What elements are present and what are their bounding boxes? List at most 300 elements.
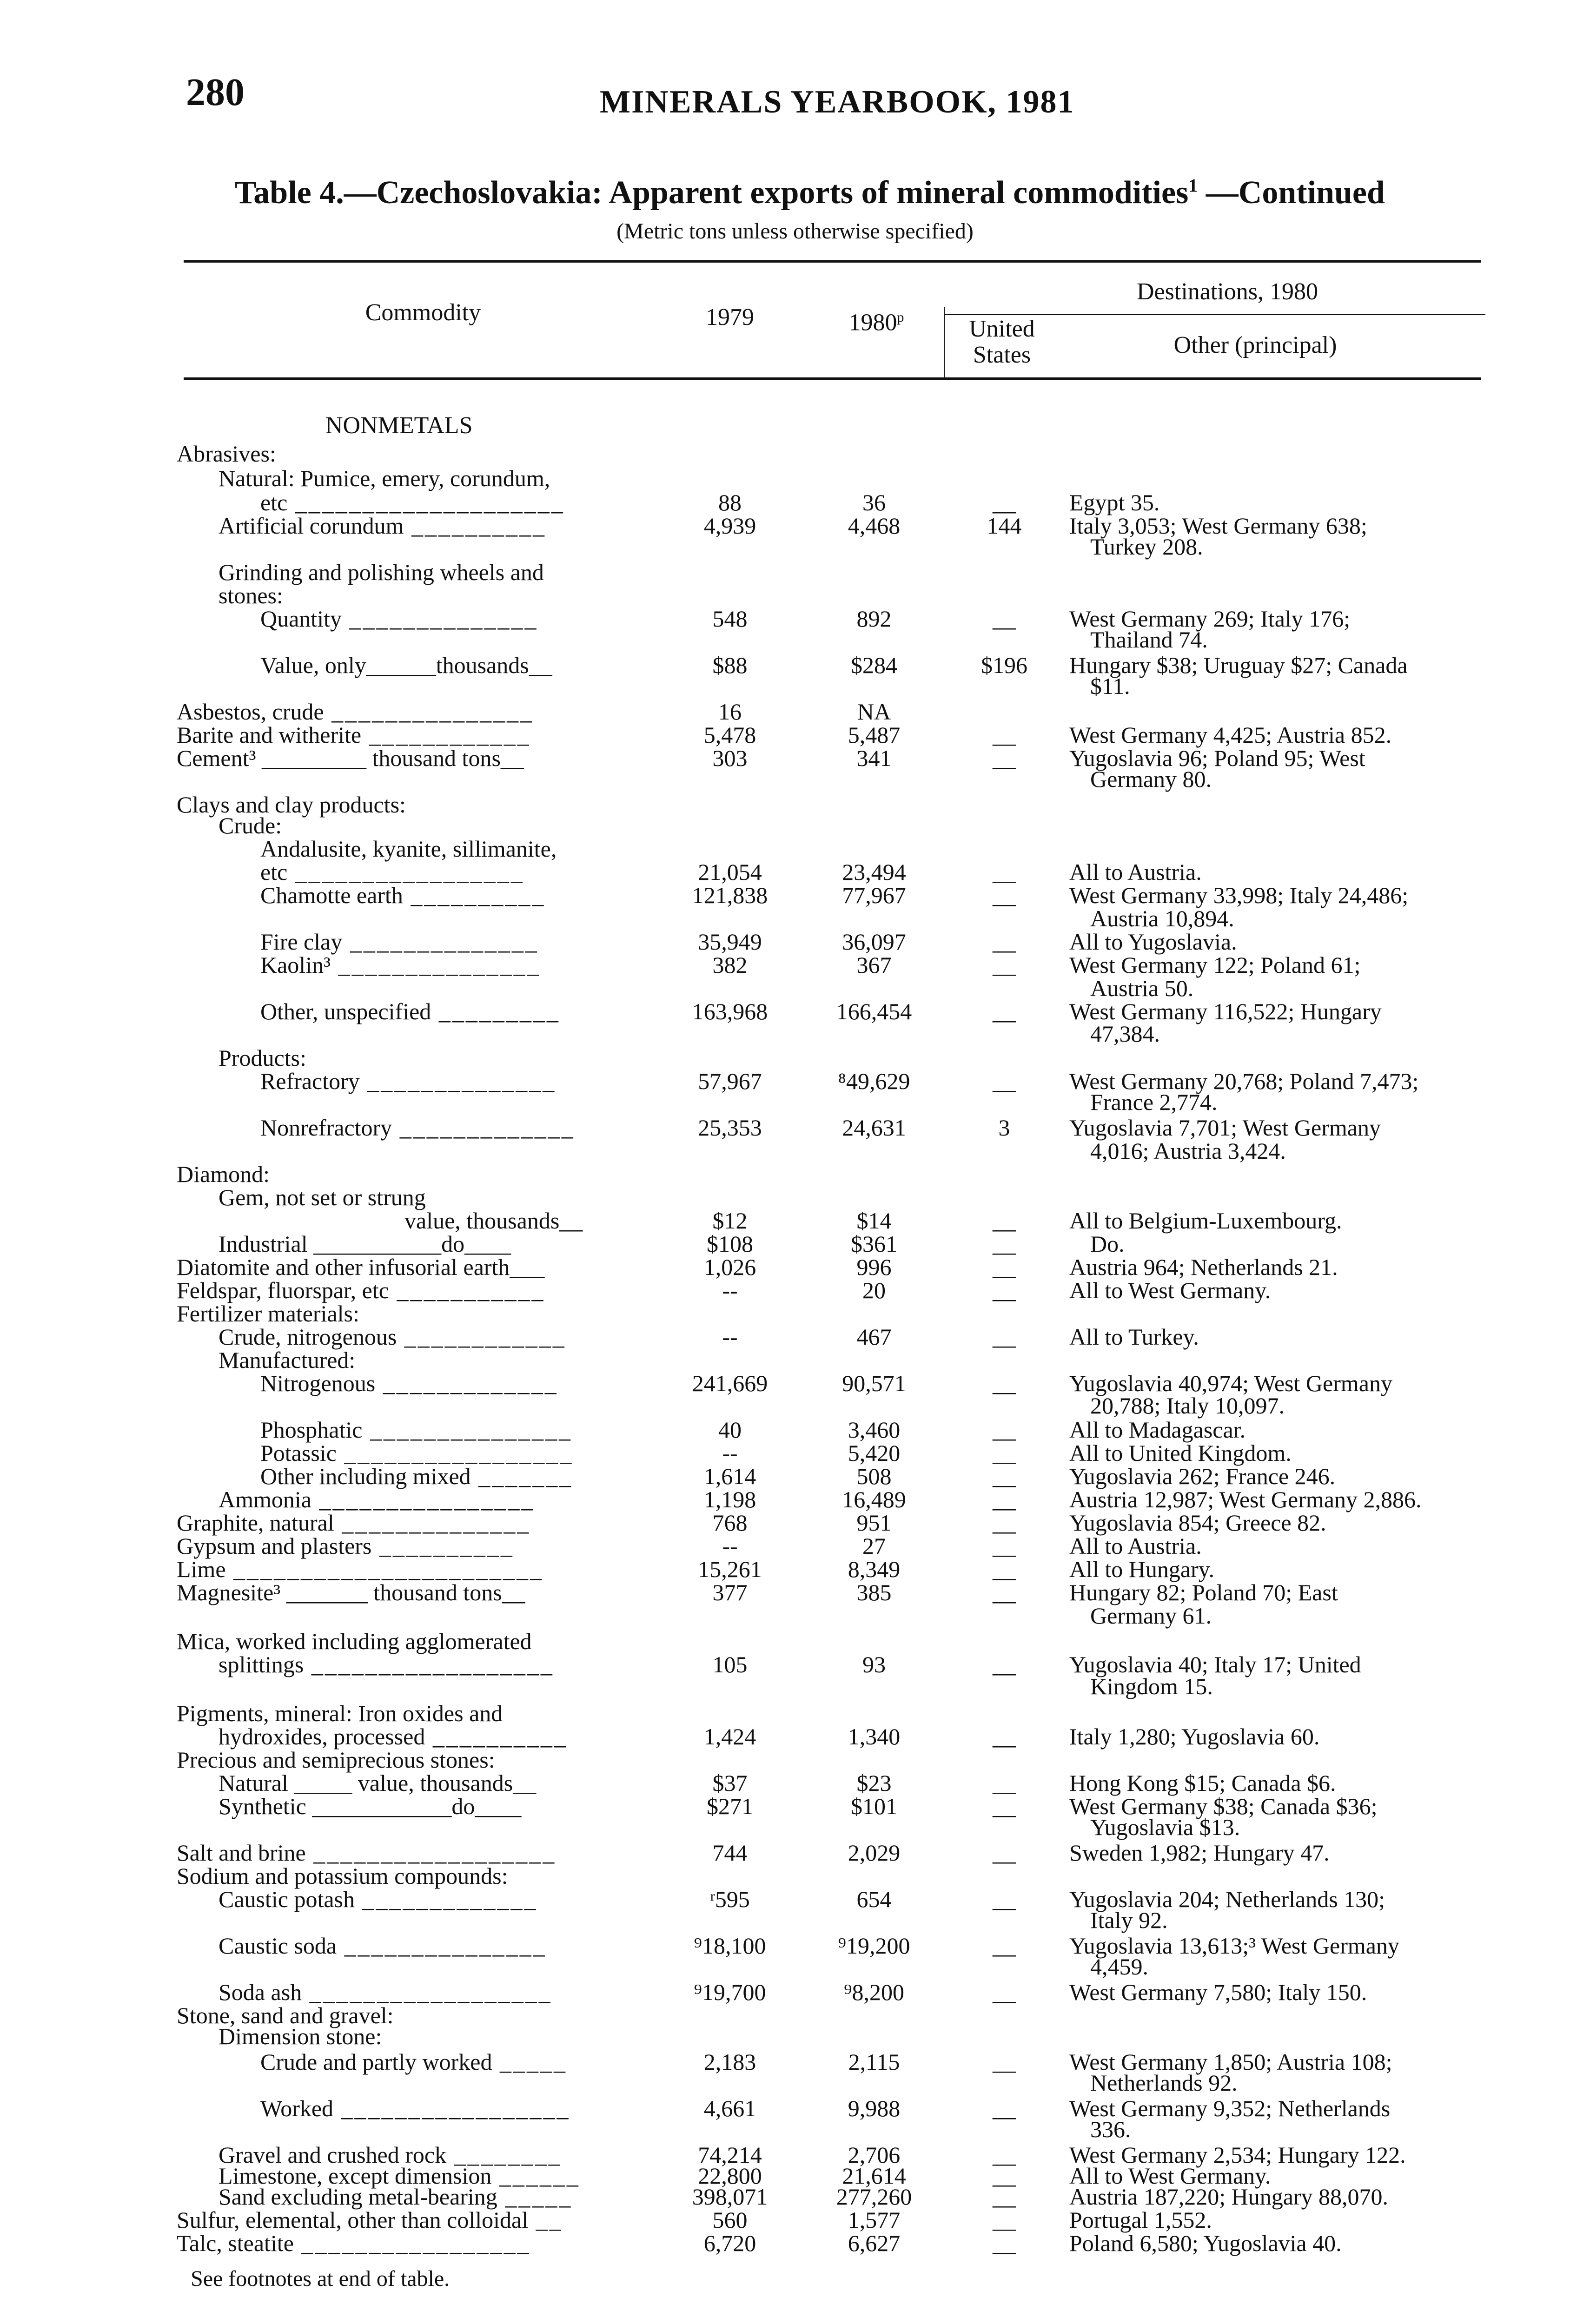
cell-other-principal: Germany 61. (1090, 1603, 1212, 1629)
cell-other-principal: Hong Kong $15; Canada $6. (1069, 1770, 1336, 1796)
row-label: Diatomite and other infusorial earth___ (177, 1254, 545, 1280)
header-top-rule (184, 260, 1481, 263)
cell-other-principal: West Germany 4,425; Austria 852. (1069, 722, 1392, 748)
cell-united-states: __ (993, 1770, 1016, 1796)
col-1980-sup: p (897, 310, 904, 325)
cell-united-states: 3 (998, 1115, 1010, 1141)
col-commodity: Commodity (365, 299, 481, 326)
row-label: Abrasives: (177, 441, 276, 467)
row-label: Other, unspecified _________ (260, 998, 560, 1024)
cell-1979: 2,183 (703, 2049, 756, 2075)
cell-1980: 3,460 (848, 1417, 901, 1443)
row-label: Gypsum and plasters __________ (177, 1533, 514, 1559)
cell-united-states: __ (993, 1510, 1016, 1536)
cell-1979: 1,198 (703, 1486, 756, 1512)
cell-other-principal: Austria 50. (1090, 975, 1194, 1001)
cell-other-principal: Yugoslavia $13. (1090, 1814, 1240, 1840)
cell-1980: 93 (862, 1651, 886, 1677)
row-label: Feldspar, fluorspar, etc ___________ (177, 1277, 545, 1303)
cell-united-states: __ (993, 1440, 1016, 1466)
cell-1980: 467 (856, 1324, 892, 1350)
cell-other-principal: West Germany 269; Italy 176; (1069, 606, 1351, 632)
cell-1979: 121,838 (692, 882, 768, 908)
row-label: Natural _____ value, thousands__ (219, 1770, 537, 1796)
cell-1980: 8,349 (848, 1556, 901, 1582)
cell-other-principal: West Germany 7,580; Italy 150. (1069, 1979, 1367, 2005)
row-label: Nonrefractory _____________ (260, 1115, 575, 1141)
cell-1979: 105 (712, 1651, 748, 1677)
row-label: Chamotte earth __________ (260, 882, 546, 908)
row-leader: ____________________ (287, 489, 565, 515)
cell-united-states: $196 (981, 652, 1027, 678)
cell-other-principal: Yugoslavia 7,701; West Germany (1069, 1115, 1381, 1141)
row-leader: _______________ (337, 1933, 547, 1959)
cell-1980: 36 (862, 489, 886, 515)
cell-1979: 6,720 (703, 2230, 756, 2256)
cell-other-principal: Germany 80. (1090, 766, 1212, 792)
cell-other-principal: Yugoslavia 40; Italy 17; United (1069, 1651, 1361, 1677)
row-leader: _________________ (293, 2230, 531, 2256)
cell-1979: 1,026 (703, 1254, 756, 1280)
cell-1980: $14 (856, 1208, 892, 1234)
row-label: Asbestos, crude _______________ (177, 699, 534, 725)
table-title (235, 174, 1385, 211)
cell-other-principal: Yugoslavia 854; Greece 82. (1069, 1510, 1326, 1536)
cell-united-states: __ (993, 952, 1016, 978)
row-label: Soda ash __________________ (219, 1979, 552, 2005)
row-label: Sodium and potassium compounds: (177, 1863, 508, 1889)
cell-1979: -- (722, 1440, 738, 1466)
cell-1980: 277,260 (836, 2184, 912, 2210)
row-label: Lime _______________________ (177, 1556, 544, 1582)
row-label: Products: (219, 1045, 306, 1071)
cell-1979: $108 (707, 1231, 753, 1257)
cell-1979: 74,214 (698, 2142, 762, 2168)
row-label: Artificial corundum __________ (219, 513, 546, 539)
cell-other-principal: All to Turkey. (1069, 1324, 1199, 1350)
cell-1979: 548 (712, 606, 748, 632)
row-label: Precious and semiprecious stones: (177, 1747, 495, 1773)
cell-united-states: __ (993, 2207, 1016, 2233)
cell-other-principal: 47,384. (1090, 1021, 1160, 1047)
cell-united-states: __ (993, 1208, 1016, 1234)
cell-united-states: __ (993, 606, 1016, 632)
cell-1979: ʳ595 (710, 1886, 750, 1912)
cell-united-states: __ (993, 2049, 1016, 2075)
cell-1980: 5,420 (848, 1440, 901, 1466)
cell-1980: 27 (862, 1533, 886, 1559)
cell-1980: ⁸49,629 (838, 1068, 910, 1094)
row-leader: _________________ (287, 859, 524, 885)
row-label: Potassic _________________ (260, 1440, 574, 1466)
cell-1979: $12 (712, 1208, 748, 1234)
row-label: Fire clay ______________ (260, 929, 539, 955)
cell-other-principal: Sweden 1,982; Hungary 47. (1069, 1840, 1330, 1866)
row-leader: _____________ (392, 1115, 575, 1141)
row-leader: __________________ (302, 1979, 552, 2005)
row-leader: __________________ (305, 1840, 556, 1866)
row-leader: _____________ (375, 1370, 558, 1396)
cell-united-states: __ (993, 1254, 1016, 1280)
row-label: splittings __________________ (219, 1651, 554, 1677)
row-label: Natural: Pumice, emery, corundum, (219, 465, 550, 491)
cell-1980: 16,489 (842, 1486, 906, 1512)
cell-other-principal: Do. (1090, 1231, 1125, 1257)
row-label: Ammonia ________________ (219, 1486, 535, 1512)
cell-1979: $37 (712, 1770, 748, 1796)
cell-other-principal: All to Hungary. (1069, 1556, 1214, 1582)
row-label: Other including mixed _______ (260, 1463, 573, 1489)
cell-1980: ⁹8,200 (844, 1979, 904, 2005)
cell-other-principal: West Germany 116,522; Hungary (1069, 998, 1382, 1024)
cell-1980: 996 (856, 1254, 892, 1280)
row-label: Refractory ______________ (260, 1068, 556, 1094)
cell-united-states: __ (993, 2163, 1016, 2189)
row-leader: _______________________ (225, 1556, 544, 1582)
cell-other-principal: Thailand 74. (1090, 627, 1208, 653)
row-label: Cement³ _________ thousand tons__ (177, 745, 524, 771)
row-leader: ______________ (342, 929, 539, 955)
cell-1980: 2,029 (848, 1840, 901, 1866)
cell-other-principal: Austria 964; Netherlands 21. (1069, 1254, 1338, 1280)
cell-other-principal: Hungary $38; Uruguay $27; Canada (1069, 652, 1408, 678)
row-leader: ________ (446, 2142, 562, 2168)
cell-1980: 892 (856, 606, 892, 632)
row-label: Fertilizer materials: (177, 1301, 359, 1327)
cell-1980: 2,115 (848, 2049, 900, 2075)
row-label: Caustic soda _______________ (219, 1933, 547, 1959)
row-leader: ______________ (334, 1510, 531, 1536)
table-title-suffix: —Continued (1206, 175, 1385, 211)
col-1980 (835, 304, 918, 336)
row-leader: _______________ (362, 1417, 572, 1443)
cell-1980: 23,494 (842, 859, 906, 885)
cell-other-principal: Egypt 35. (1069, 489, 1160, 515)
cell-1979: -- (722, 1324, 738, 1350)
cell-1980: 166,454 (836, 998, 912, 1024)
cell-other-principal: All to West Germany. (1069, 1277, 1271, 1303)
row-leader: __________ (371, 1533, 514, 1559)
cell-united-states: __ (993, 998, 1016, 1024)
row-label: Mica, worked including agglomerated (177, 1628, 532, 1654)
cell-1980: 951 (856, 1510, 892, 1536)
cell-1979: 21,054 (698, 859, 762, 885)
cell-other-principal: Yugoslavia 40,974; West Germany (1069, 1370, 1392, 1396)
cell-other-principal: All to West Germany. (1069, 2163, 1271, 2189)
row-leader: __________ (425, 1723, 568, 1750)
cell-1979: 22,800 (698, 2163, 762, 2189)
cell-other-principal: Italy 3,053; West Germany 638; (1069, 513, 1367, 539)
row-label: Crude, nitrogenous ____________ (219, 1324, 566, 1350)
cell-1979: 241,669 (692, 1370, 768, 1396)
cell-1980: 20 (862, 1277, 886, 1303)
cell-other-principal: Portugal 1,552. (1069, 2207, 1212, 2233)
cell-united-states: __ (993, 1933, 1016, 1959)
cell-united-states: __ (993, 1486, 1016, 1512)
cell-1979: 377 (712, 1579, 748, 1605)
cell-united-states: __ (993, 2095, 1016, 2121)
destinations-rule (944, 314, 1485, 315)
cell-united-states: __ (993, 929, 1016, 955)
cell-1979: 88 (718, 489, 742, 515)
cell-united-states: __ (993, 2184, 1016, 2210)
cell-1980: $23 (856, 1770, 892, 1796)
row-leader: _________________ (336, 1440, 574, 1466)
row-leader: _________ (431, 998, 560, 1024)
cell-other-principal: West Germany 2,534; Hungary 122. (1069, 2142, 1406, 2168)
cell-1980: 36,097 (842, 929, 906, 955)
row-label: Phosphatic _______________ (260, 1417, 572, 1443)
row-label: Clays and clay products: (177, 792, 406, 818)
row-leader: _____ (492, 2049, 567, 2075)
cell-1979: 303 (712, 745, 748, 771)
row-label: hydroxides, processed __________ (219, 1723, 568, 1750)
row-label: Salt and brine __________________ (177, 1840, 556, 1866)
cell-1980: 1,577 (848, 2207, 901, 2233)
row-label: Manufactured: (219, 1347, 356, 1373)
cell-1979: 768 (712, 1510, 748, 1536)
cell-other-principal: All to Madagascar. (1069, 1417, 1246, 1443)
cell-other-principal: Turkey 208. (1090, 534, 1203, 560)
cell-other-principal: 4,459. (1090, 1954, 1148, 1980)
cell-1979: 40 (718, 1417, 742, 1443)
row-leader: _______________ (331, 952, 541, 978)
cell-1979: 4,939 (703, 513, 756, 539)
row-leader: _________________ (333, 2095, 570, 2121)
cell-united-states: __ (993, 489, 1016, 515)
cell-other-principal: All to Austria. (1069, 859, 1202, 885)
cell-1979: -- (722, 1533, 738, 1559)
table-subtitle: (Metric tons unless otherwise specified) (616, 219, 974, 244)
cell-1979: 744 (712, 1840, 748, 1866)
cell-1980: 1,340 (848, 1723, 901, 1750)
cell-other-principal: West Germany 33,998; Italy 24,486; (1069, 882, 1409, 908)
cell-1979: 4,661 (703, 2095, 756, 2121)
cell-other-principal: Hungary 82; Poland 70; East (1069, 1579, 1338, 1605)
cell-united-states: __ (993, 1370, 1016, 1396)
cell-1979: ⁹19,700 (694, 1979, 766, 2005)
cell-1980: $284 (851, 652, 897, 678)
cell-other-principal: All to Belgium-Luxembourg. (1069, 1208, 1342, 1234)
cell-other-principal: Poland 6,580; Yugoslavia 40. (1069, 2230, 1342, 2256)
cell-other-principal: West Germany 20,768; Poland 7,473; (1069, 1068, 1419, 1094)
row-label: Diamond: (177, 1161, 270, 1187)
cell-1980: 90,571 (842, 1370, 906, 1396)
cell-united-states: __ (993, 2230, 1016, 2256)
cell-united-states: __ (993, 745, 1016, 771)
cell-1979: 25,353 (698, 1115, 762, 1141)
header-bottom-rule (184, 377, 1481, 380)
cell-1980: 24,631 (842, 1115, 906, 1141)
row-label: etc _________________ (260, 859, 524, 885)
cell-united-states: __ (993, 1231, 1016, 1257)
cell-other-principal: West Germany 9,352; Netherlands (1069, 2095, 1391, 2121)
table-title-note: 1 (1188, 175, 1198, 196)
cell-1980: 508 (856, 1463, 892, 1489)
row-leader: _______ (470, 1463, 573, 1489)
cell-united-states: __ (993, 1417, 1016, 1443)
col-destinations: Destinations, 1980 (1137, 278, 1318, 305)
row-leader: __________ (404, 513, 546, 539)
page-number: 280 (186, 71, 245, 114)
row-label: stones: (219, 582, 283, 608)
row-label: Gravel and crushed rock ________ (219, 2142, 562, 2168)
cell-1980: 77,967 (842, 882, 906, 908)
cell-other-principal: Italy 92. (1090, 1907, 1168, 1933)
col-1980-label: 1980 (848, 309, 897, 336)
cell-1979: -- (722, 1277, 738, 1303)
cell-1979: 5,478 (703, 722, 756, 748)
row-label: Value, only______thousands__ (260, 652, 552, 678)
cell-other-principal: All to Austria. (1069, 1533, 1202, 1559)
col-united-states: United States (969, 316, 1035, 368)
row-label: Gem, not set or strung (219, 1184, 426, 1210)
cell-other-principal: France 2,774. (1090, 1089, 1218, 1115)
row-label: Magnesite³ _______ thousand tons__ (177, 1579, 525, 1605)
cell-other-principal: West Germany 122; Poland 61; (1069, 952, 1361, 978)
row-label: Sulfur, elemental, other than colloidal __ (177, 2207, 563, 2233)
cell-1980: 21,614 (842, 2163, 906, 2189)
cell-united-states: 144 (987, 513, 1022, 539)
cell-1979: 163,968 (692, 998, 768, 1024)
row-label: Worked _________________ (260, 2095, 570, 2121)
cell-1979: 560 (712, 2207, 748, 2233)
row-label: Crude and partly worked _____ (260, 2049, 567, 2075)
cell-united-states: __ (993, 1556, 1016, 1582)
cell-1980: ⁹19,200 (838, 1933, 910, 1959)
row-label: Nitrogenous _____________ (260, 1370, 558, 1396)
row-label: etc ____________________ (260, 489, 565, 515)
cell-other-principal: West Germany 1,850; Austria 108; (1069, 2049, 1392, 2075)
cell-other-principal: 20,788; Italy 10,097. (1090, 1393, 1285, 1419)
cell-1979: 57,967 (698, 1068, 762, 1094)
col-1979: 1979 (706, 304, 754, 330)
row-label: Industrial ___________do____ (219, 1231, 511, 1257)
cell-other-principal: 336. (1090, 2116, 1131, 2142)
cell-other-principal: Austria 12,987; West Germany 2,886. (1069, 1486, 1422, 1512)
row-leader: ________________ (311, 1486, 535, 1512)
section-heading: NONMETALS (325, 412, 473, 439)
row-label: Grinding and polishing wheels and (219, 559, 544, 585)
col-other-principal: Other (principal) (1173, 332, 1337, 358)
cell-united-states: __ (993, 1463, 1016, 1489)
cell-other-principal: Yugoslavia 13,613;³ West Germany (1069, 1933, 1399, 1959)
row-label: Synthetic ____________do____ (219, 1793, 522, 1819)
cell-other-principal: 4,016; Austria 3,424. (1090, 1138, 1286, 1164)
cell-other-principal: Netherlands 92. (1090, 2070, 1238, 2096)
cell-other-principal: All to United Kingdom. (1069, 1440, 1292, 1466)
row-label: Caustic potash _____________ (219, 1886, 538, 1912)
row-leader: __________________ (304, 1651, 554, 1677)
cell-united-states: __ (993, 1324, 1016, 1350)
cell-united-states: __ (993, 722, 1016, 748)
us-column-divider (944, 307, 945, 377)
row-leader: ______________ (341, 606, 538, 632)
cell-1980: $361 (851, 1231, 897, 1257)
cell-united-states: __ (993, 1840, 1016, 1866)
cell-1979: 15,261 (698, 1556, 762, 1582)
cell-united-states: __ (993, 1886, 1016, 1912)
cell-1979: 382 (712, 952, 748, 978)
cell-united-states: __ (993, 1277, 1016, 1303)
cell-other-principal: All to Yugoslavia. (1069, 929, 1237, 955)
cell-1979: 16 (718, 699, 742, 725)
cell-united-states: __ (993, 1793, 1016, 1819)
row-label: Crude: (219, 812, 282, 838)
row-leader: _____________ (355, 1886, 538, 1912)
cell-united-states: __ (993, 1068, 1016, 1094)
cell-1980: 5,487 (848, 722, 901, 748)
cell-1979: $88 (712, 652, 748, 678)
cell-1980: 654 (856, 1886, 892, 1912)
table-title-text: Table 4.—Czechoslovakia: Apparent exports of mineral commodities (235, 175, 1189, 211)
cell-1980: $101 (851, 1793, 897, 1819)
cell-other-principal: Kingdom 15. (1090, 1673, 1213, 1699)
row-label: Stone, sand and gravel: (177, 2002, 394, 2028)
cell-united-states: __ (993, 1723, 1016, 1750)
row-label: Barite and witherite ____________ (177, 722, 531, 748)
footnote: See footnotes at end of table. (191, 2266, 450, 2291)
cell-other-principal: Italy 1,280; Yugoslavia 60. (1069, 1723, 1320, 1750)
cell-1980: 367 (856, 952, 892, 978)
row-label: value, thousands__ (404, 1208, 583, 1234)
cell-other-principal: $11. (1090, 673, 1130, 699)
row-label: Graphite, natural ______________ (177, 1510, 531, 1536)
row-label: Pigments, mineral: Iron oxides and (177, 1700, 503, 1726)
cell-united-states: __ (993, 1979, 1016, 2005)
cell-1979: 35,949 (698, 929, 762, 955)
cell-1980: 385 (856, 1579, 892, 1605)
cell-other-principal: Yugoslavia 262; France 246. (1069, 1463, 1336, 1489)
row-label: Quantity ______________ (260, 606, 538, 632)
cell-1979: 1,424 (703, 1723, 756, 1750)
cell-1980: 2,706 (848, 2142, 901, 2168)
row-label: Andalusite, kyanite, sillimanite, (260, 836, 557, 862)
row-leader: ____________ (361, 722, 531, 748)
running-title: MINERALS YEARBOOK, 1981 (600, 84, 1075, 120)
row-label: Limestone, except dimension ______ (219, 2163, 580, 2189)
cell-1980: 9,988 (848, 2095, 901, 2121)
cell-1980: 4,468 (848, 513, 901, 539)
row-label: Sand excluding metal-bearing _____ (219, 2184, 573, 2210)
row-leader: _______________ (324, 699, 534, 725)
row-leader: ____________ (397, 1324, 566, 1350)
cell-united-states: __ (993, 859, 1016, 885)
cell-united-states: __ (993, 1579, 1016, 1605)
row-leader: __ (528, 2207, 563, 2233)
cell-1980: NA (857, 699, 891, 725)
row-leader: ___________ (389, 1277, 545, 1303)
row-leader: __________ (403, 882, 546, 908)
row-leader: ______ (491, 2163, 580, 2189)
cell-1980: 6,627 (848, 2230, 901, 2256)
cell-other-principal: West Germany $38; Canada $36; (1069, 1793, 1378, 1819)
cell-1979: 1,614 (703, 1463, 756, 1489)
cell-united-states: __ (993, 882, 1016, 908)
cell-1979: ⁹18,100 (694, 1933, 766, 1959)
row-label: Kaolin³ _______________ (260, 952, 541, 978)
cell-1980: 341 (856, 745, 892, 771)
cell-united-states: __ (993, 1651, 1016, 1677)
row-leader: ______________ (359, 1068, 556, 1094)
cell-other-principal: Yugoslavia 96; Poland 95; West (1069, 745, 1365, 771)
cell-united-states: __ (993, 1533, 1016, 1559)
cell-other-principal: Yugoslavia 204; Netherlands 130; (1069, 1886, 1385, 1912)
cell-other-principal: Austria 187,220; Hungary 88,070. (1069, 2184, 1389, 2210)
row-label: Dimension stone: (219, 2023, 382, 2049)
cell-other-principal: Austria 10,894. (1090, 905, 1234, 931)
cell-united-states: __ (993, 2142, 1016, 2168)
